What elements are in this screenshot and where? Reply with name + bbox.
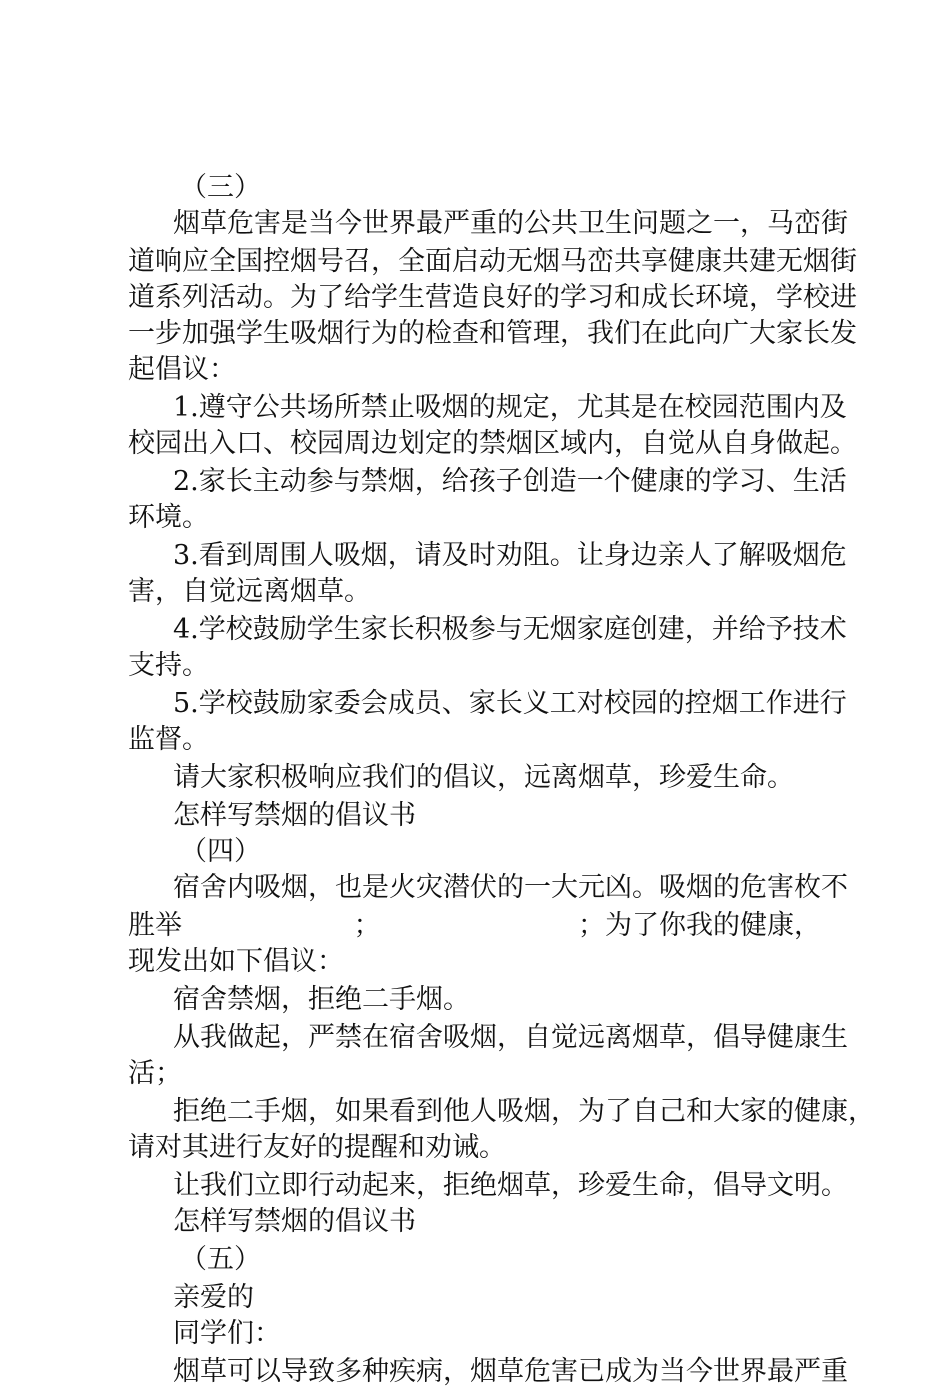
text-line: 活； — [128, 1058, 182, 1089]
text-line: 道系列活动。为了给学生营造良好的学习和成长环境，学校进 — [128, 282, 857, 313]
text-line: 监督。 — [128, 724, 209, 755]
text-line: 4.学校鼓励学生家长积极参与无烟家庭创建，并给予技术 — [173, 614, 847, 645]
text-line: 现发出如下倡议： — [128, 946, 344, 977]
text-line: （三） — [180, 172, 261, 203]
text-line: 道响应全国控烟号召，全面启动无烟马峦共享健康共建无烟街 — [128, 246, 857, 277]
text-line: 5.学校鼓励家委会成员、家长义工对校园的控烟工作进行 — [173, 688, 847, 719]
text-line: 一步加强学生吸烟行为的检查和管理，我们在此向广大家长发 — [128, 318, 857, 349]
text-line: （五） — [180, 1244, 261, 1275]
text-line: 让我们立即行动起来，拒绝烟草，珍爱生命，倡导文明。 — [173, 1170, 848, 1201]
text-line: 拒绝二手烟，如果看到他人吸烟，为了自己和大家的健康， — [173, 1096, 875, 1127]
text-line: 亲爱的 — [173, 1282, 254, 1313]
text-line: 请大家积极响应我们的倡议，远离烟草，珍爱生命。 — [173, 762, 794, 793]
text-line: 害，自觉远离烟草。 — [128, 576, 371, 607]
text-line: 宿舍禁烟，拒绝二手烟。 — [173, 984, 470, 1015]
text-line: （四） — [180, 836, 261, 867]
text-line: 胜举 ； ；为了你我的健康， — [128, 910, 822, 941]
text-line: 同学们： — [173, 1318, 281, 1349]
text-line: 怎样写禁烟的倡议书 — [173, 800, 416, 831]
text-line: 烟草可以导致多种疾病，烟草危害已成为当今世界最严重 — [173, 1356, 848, 1387]
text-line: 请对其进行友好的提醒和劝诫。 — [128, 1132, 506, 1163]
text-line: 从我做起，严禁在宿舍吸烟，自觉远离烟草，倡导健康生 — [173, 1022, 848, 1053]
text-line: 怎样写禁烟的倡议书 — [173, 1206, 416, 1237]
text-line: 校园出入口、校园周边划定的禁烟区域内，自觉从自身做起。 — [128, 428, 857, 459]
text-line: 支持。 — [128, 650, 209, 681]
text-line: 烟草危害是当今世界最严重的公共卫生问题之一，马峦街 — [173, 208, 848, 239]
text-line: 2.家长主动参与禁烟，给孩子创造一个健康的学习、生活 — [173, 466, 847, 497]
text-line: 起倡议： — [128, 354, 236, 385]
text-line: 宿舍内吸烟，也是火灾潜伏的一大元凶。吸烟的危害枚不 — [173, 872, 848, 903]
text-line: 环境。 — [128, 502, 209, 533]
text-line: 3.看到周围人吸烟，请及时劝阻。让身边亲人了解吸烟危 — [173, 540, 847, 571]
text-line: 1.遵守公共场所禁止吸烟的规定，尤其是在校园范围内及 — [173, 392, 847, 423]
